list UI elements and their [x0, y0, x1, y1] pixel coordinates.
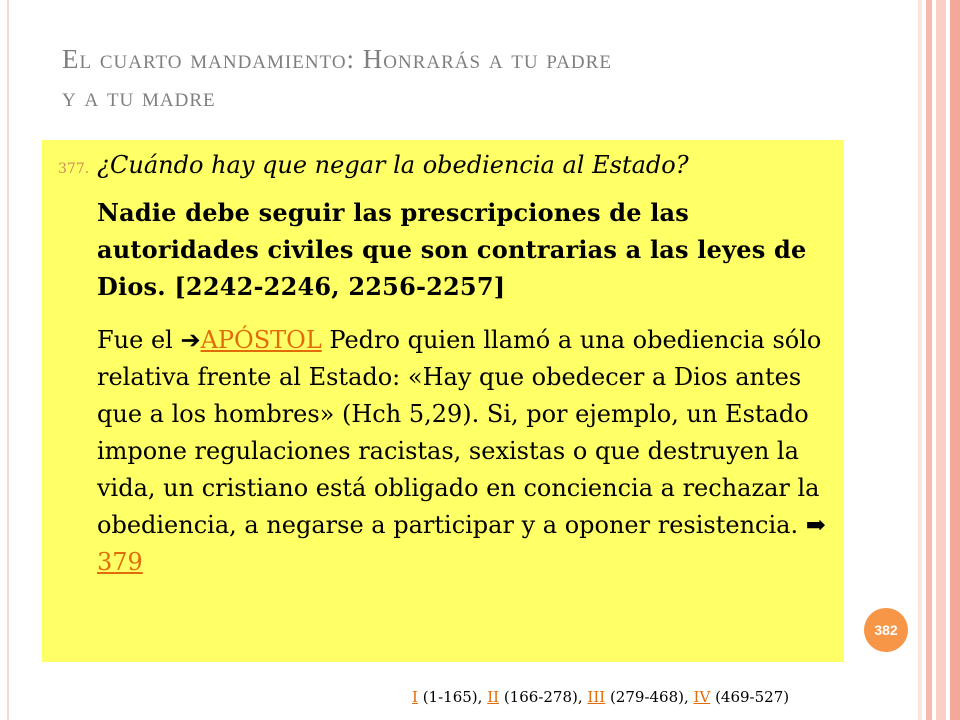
page-number-badge: 382	[864, 608, 908, 652]
ref-379-link[interactable]: 379	[97, 548, 143, 576]
left-border	[7, 0, 9, 720]
footer-link-ii[interactable]: II	[487, 688, 500, 706]
question-number: 377.	[58, 161, 90, 177]
apostol-link[interactable]: APÓSTOL	[200, 326, 322, 354]
arrow-right-icon: ➡	[805, 511, 826, 539]
footer-range-iv: (469-527)	[710, 688, 790, 706]
body-text: Pedro quien llamó a una obediencia sólo relativa frente al Estado: «Hay que obedecer a Dios antes que a los hombres» (Hch 5,29). Si, por ejemplo, un Estado impone regulaciones racistas, sexistas o que destruyen la vida, un cristiano está obligado en conciencia a rechazar la obediencia, a negarse a participar y a oponer resistencia.	[97, 326, 822, 539]
body-intro: Fue el	[97, 326, 181, 354]
decorative-stripes	[918, 0, 960, 720]
footer-link-i[interactable]: I	[412, 688, 418, 706]
footer-nav	[412, 688, 789, 706]
question-text: ¿Cuándo hay que negar la obediencia al Estado?	[97, 151, 689, 179]
answer-text: Nadie debe seguir las prescripciones de las autoridades civiles que son contrarias a las leyes de Dios. [2242-2246, 2256-2257]	[97, 198, 807, 301]
footer-range-i: (1-165),	[417, 688, 488, 706]
footer-range-iii: (279-468),	[605, 688, 694, 706]
question	[58, 148, 689, 186]
body-paragraph	[97, 322, 837, 581]
slide-title	[62, 40, 862, 116]
title-line-2: y a tu madre	[62, 82, 216, 112]
footer-range-ii: (166-278),	[499, 688, 588, 706]
title-line-1: El cuarto mandamiento: Honrarás a tu padre	[62, 44, 612, 74]
footer-link-iv[interactable]: IV	[693, 688, 711, 706]
arrow-icon: ➔	[180, 326, 201, 354]
footer-link-iii[interactable]: III	[587, 688, 606, 706]
